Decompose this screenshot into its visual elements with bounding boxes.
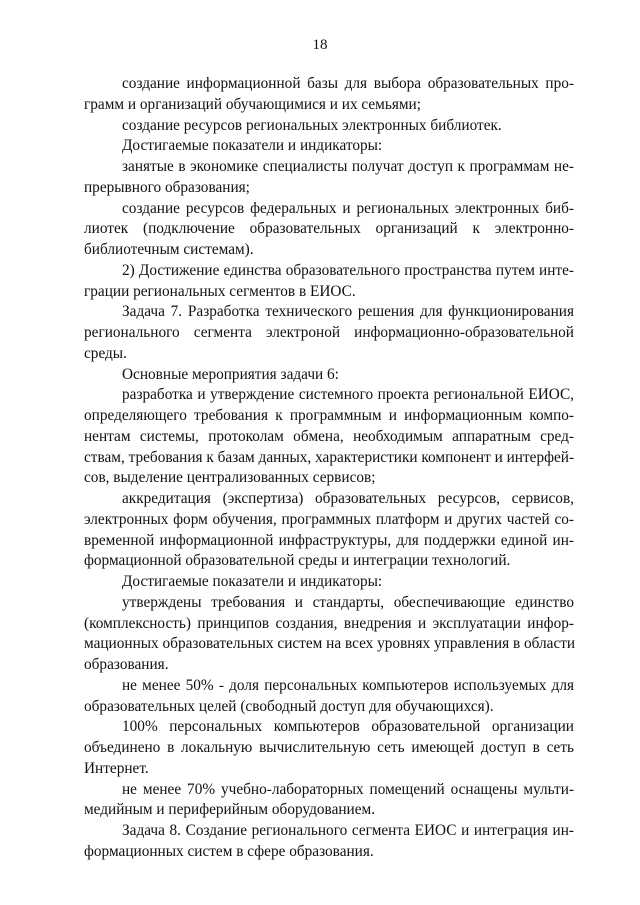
paragraph-line: создание ресурсов федеральных и региональных электронных биб- xyxy=(122,199,574,217)
paragraph-line: грамм и организаций обучающимися и их семьями; xyxy=(84,95,421,113)
paragraph-line: (комплексность) принципов создания, внедрения и эксплуатации инфор- xyxy=(84,614,574,632)
paragraph-line: не менее 70% учебно-лабораторных помещений оснащены мульти- xyxy=(122,780,574,798)
paragraph-line: медийным и периферийным оборудованием. xyxy=(84,801,376,819)
paragraph-p13 xyxy=(84,676,574,718)
paragraph-p11 xyxy=(84,572,574,593)
paragraph-line: прерывного образования; xyxy=(84,178,250,196)
paragraph-p12 xyxy=(84,593,574,676)
paragraph-p4 xyxy=(84,157,574,199)
paragraph-p6 xyxy=(84,261,574,303)
paragraph-line: утверждены требования и стандарты, обеспечивающие единство xyxy=(122,593,574,611)
paragraph-line: формационных систем в сфере образования. xyxy=(84,842,374,860)
paragraph-line: Достигаемые показатели и индикаторы: xyxy=(122,573,383,590)
paragraph-p3 xyxy=(84,136,574,157)
paragraph-line: Основные мероприятия задачи 6: xyxy=(122,365,339,383)
paragraph-line: регионального сегмента электроной информационно-образовательной xyxy=(84,324,574,341)
paragraph-line: нентам системы, протоколам обмена, необходимым аппаратным сред- xyxy=(84,427,574,445)
paragraph-line: ствам, требования к базам данных, характеристики компонент и интерфей- xyxy=(84,448,575,466)
paragraph-p5 xyxy=(84,199,574,261)
paragraph-line: образовательных целей (свободный доступ для обучающихся). xyxy=(84,697,494,715)
paragraph-p2 xyxy=(84,116,574,137)
paragraph-line: определяющего требования к программным и информационным компо- xyxy=(84,407,574,424)
paragraph-p1 xyxy=(84,74,574,116)
paragraph-line: лиотек (подключение образовательных организаций к электронно- xyxy=(84,220,574,238)
paragraph-line: временной информационной инфраструктуры, для поддержки единой ин- xyxy=(84,531,574,549)
paragraph-line: формационной образовательной среды и интеграции технологий. xyxy=(84,552,511,570)
paragraph-line: 2) Достижение единства образовательного пространства путем инте- xyxy=(122,261,574,279)
paragraph-line: мационных образовательных систем на всех уровнях управления в области xyxy=(84,635,576,653)
paragraph-p7 xyxy=(84,302,574,364)
paragraph-p8 xyxy=(84,365,574,386)
paragraph-line: среды. xyxy=(84,344,127,362)
paragraph-line: создание ресурсов региональных электронных библиотек. xyxy=(122,116,502,134)
paragraph-p10 xyxy=(84,489,574,572)
paragraph-p9 xyxy=(84,385,574,489)
paragraph-line: разработка и утверждение системного проекта региональной ЕИОС, xyxy=(122,386,574,404)
document-body xyxy=(84,74,574,863)
paragraph-line: Интернет. xyxy=(84,759,149,777)
paragraph-line: не менее 50% - доля персональных компьютеров используемых для xyxy=(122,676,574,694)
paragraph-line: образования. xyxy=(84,656,169,673)
paragraph-line: занятые в экономике специалисты получат доступ к программам не- xyxy=(122,158,574,175)
paragraph-line: электронных форм обучения, программных платформ и других частей со- xyxy=(84,510,574,528)
paragraph-line: 100% персональных компьютеров образовательной организации xyxy=(122,718,574,736)
paragraph-line: библиотечным системам). xyxy=(84,241,254,258)
paragraph-line: Достигаемые показатели и индикаторы: xyxy=(122,137,383,155)
paragraph-line: Задача 8. Создание регионального сегмента ЕИОС и интеграция ин- xyxy=(122,822,574,839)
paragraph-line: объединено в локальную вычислительную сеть имеющей доступ в сеть xyxy=(84,739,574,756)
paragraph-line: сов, выделение централизованных сервисов; xyxy=(84,469,376,487)
paragraph-p16 xyxy=(84,821,574,863)
paragraph-line: аккредитация (экспертиза) образовательных ресурсов, сервисов, xyxy=(122,490,574,507)
paragraph-p14 xyxy=(84,717,574,779)
paragraph-line: Задача 7. Разработка технического решения для функционирования xyxy=(122,303,574,321)
page-number: 18 xyxy=(312,37,328,53)
paragraph-p15 xyxy=(84,780,574,822)
paragraph-line: грации региональных сегментов в ЕИОС. xyxy=(84,282,356,300)
paragraph-line: создание информационной базы для выбора образовательных про- xyxy=(122,75,574,92)
